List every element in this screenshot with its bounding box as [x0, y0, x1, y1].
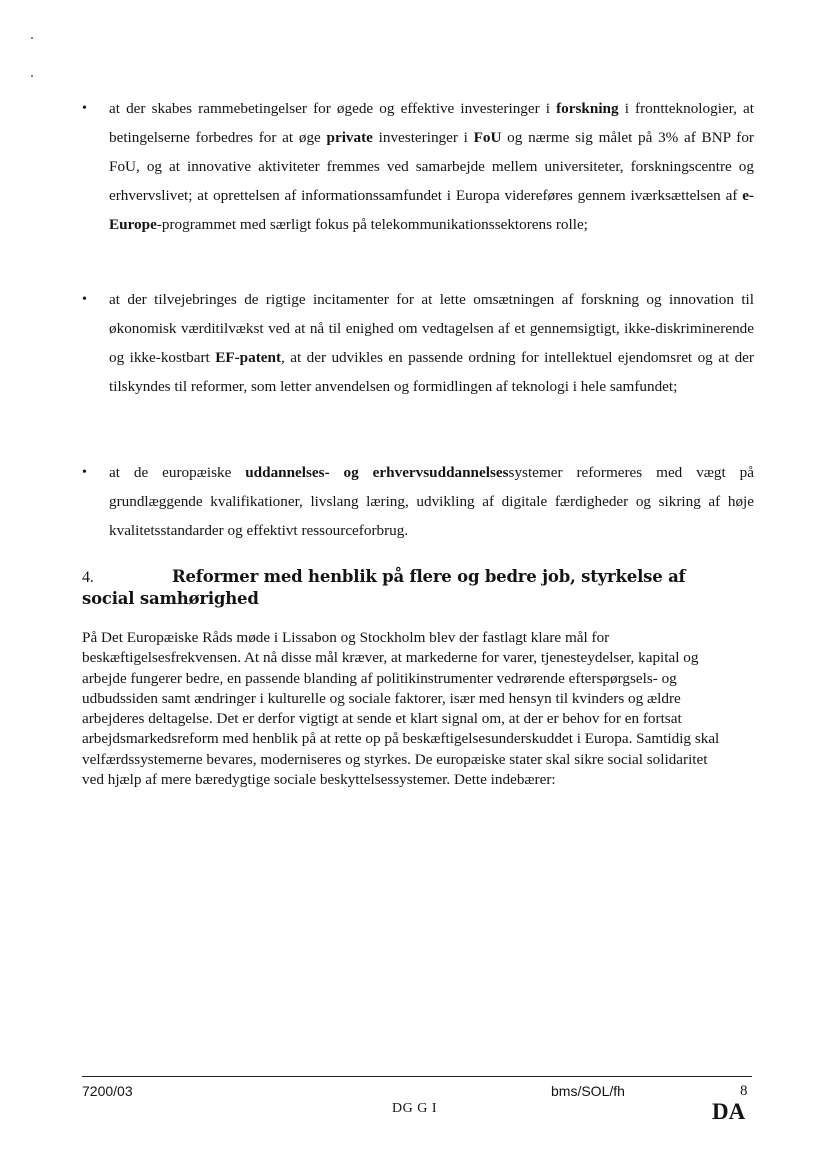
- text-run: -programmet med særligt fokus på telekommunikationssektorens rolle;: [156, 216, 588, 233]
- text-run: og nærme sig målet på 3% af BNP for FoU, og at innovative aktiviteter fremmes ved samarbejde mellem universiteter, forskningscentre og erhvervslivet; at oprettelsen af informationssamfundet i Europa videreføres gennem iværksættelsen af: [109, 129, 754, 204]
- bullet-text: [109, 94, 754, 239]
- section-number: 4.: [82, 569, 94, 586]
- doc-number: 7200/03: [82, 1083, 133, 1099]
- section-title: Reformer med henblik på flere og bedre job, styrkelse af social samhørighed: [82, 567, 686, 608]
- scan-speck: [31, 37, 33, 39]
- bold-term: uddannelses- og erhvervsuddannelses: [245, 464, 509, 481]
- bullet-item-research: [82, 94, 754, 239]
- directorate-code: DG G I: [392, 1101, 437, 1116]
- text-run: systemer reformeres med vægt på grundlæggende kvalifikationer, livslang læring, udvikling af digitale færdigheder og sikring af høje kvalitetsstandarder og effektivt ressourceforbrug.: [109, 464, 754, 539]
- language-code: DA: [712, 1099, 746, 1124]
- bullet-text: [109, 285, 754, 401]
- bold-term: EF-patent: [215, 349, 281, 366]
- bold-term: forskning: [556, 100, 619, 117]
- body-paragraph: På Det Europæiske Råds møde i Lissabon og Stockholm blev der fastlagt klare mål for beskæftigelsesfrekvensen. At nå disse mål kræver, at markederne for varer, tjenesteydelser, kapital og arbejde fungerer bedre, en passende blanding af politikinstrumenter vedrørende efterspørgsels- og udbudssiden samt ændringer i kulturelle og sociale faktorer, især med hensyn til kvinders og ældre arbejderes deltagelse. Det er derfor vigtigt at sende et klart signal om, at der er behov for en fortsat arbejdsmarkedsreform med henblik på at rette op på beskæftigelsesunderskuddet i Europa. Samtidig skal velfærdssystemerne bevares, moderniseres og styrkes. De europæiske stater skal sikre social solidaritet ved hjælp af mere bæredygtige sociale beskyttelsessystemer. Dette indebærer:: [82, 629, 720, 789]
- page-number: 8: [740, 1083, 748, 1099]
- footer-divider: [82, 1076, 752, 1077]
- bullet-icon: •: [82, 292, 87, 307]
- text-run: investeringer i: [372, 129, 474, 146]
- scan-speck: [31, 75, 33, 77]
- bullet-icon: •: [82, 101, 87, 116]
- text-run: at de europæiske: [109, 464, 246, 481]
- text-run: , at der udvikles en passende ordning for intellektuel ejendomsret og at der tilskyndes til reformer, som letter anvendelsen og formidlingen af teknologi i hele samfundet;: [109, 349, 754, 395]
- bullet-icon: •: [82, 465, 87, 480]
- bold-term: private: [326, 129, 373, 146]
- bullet-item-patent: [82, 285, 754, 401]
- bold-term: FoU: [473, 129, 502, 146]
- author-initials: bms/SOL/fh: [551, 1083, 625, 1099]
- section-heading: [82, 566, 722, 609]
- text-run: at der tilvejebringes de rigtige incitamenter for at lette omsætningen af forskning og innovation til økonomisk værditilvækst ved at nå til enighed om vedtagelsen af et gennemsigtigt, ikke-diskriminerende og ikke-kostbart: [109, 291, 754, 366]
- text-run: i frontteknologier, at betingelserne forbedres for at øge: [109, 100, 754, 146]
- bullet-item-education: [82, 458, 754, 545]
- bullet-text: [109, 458, 754, 545]
- text-run: at der skabes rammebetingelser for øgede og effektive investeringer i: [109, 100, 557, 117]
- bold-term: e-Europe: [109, 187, 754, 233]
